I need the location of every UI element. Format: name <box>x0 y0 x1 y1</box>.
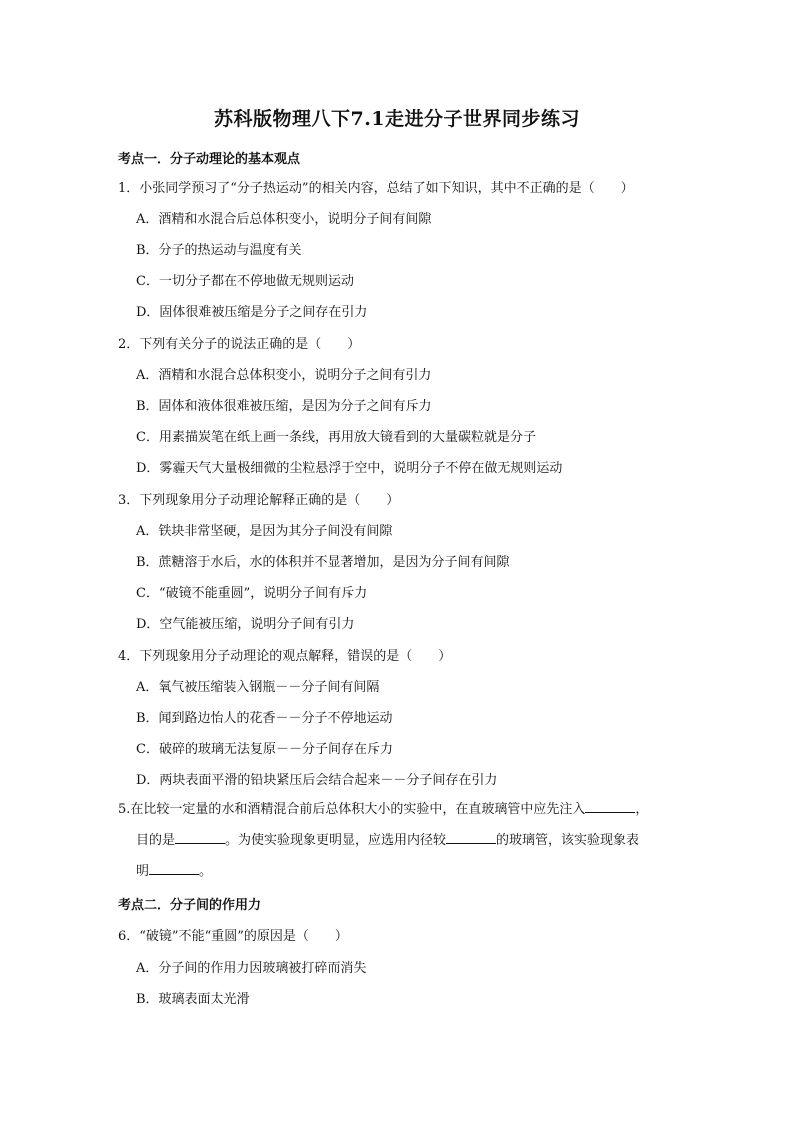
question-6-option-b: B．玻璃表面太光滑 <box>136 992 250 1007</box>
question-6-stem: 6．“破镜”不能“重圆”的原因是（ ） <box>118 929 348 944</box>
question-5-line-2 <box>118 825 680 856</box>
question-4-option-d: D．两块表面平滑的铅块紧压后会结合起来－－分子间存在引力 <box>136 773 498 788</box>
question-2-option-b: B．固体和液体很难被压缩，是因为分子之间有斥力 <box>136 399 432 414</box>
question-2-option-a: A．酒精和水混合总体积变小，说明分子之间有引力 <box>136 368 432 383</box>
question-4-option-c: C．破碎的玻璃无法复原－－分子间存在斥力 <box>136 742 393 757</box>
question-3-option-b: B．蔗糖溶于水后，水的体积并不显著增加，是因为分子间有间隙 <box>136 555 510 570</box>
section-heading-1: 考点一．分子动理论的基本观点 <box>118 152 301 167</box>
question-5-text: 明 <box>136 864 150 879</box>
question-3-option-c: C．“破镜不能重圆”，说明分子间有斥力 <box>136 586 368 601</box>
question-5-text: 。为使实验现象更明显，应选用内径较 <box>225 833 447 848</box>
question-2-option-c: C．用素描炭笔在纸上画一条线，再用放大镜看到的大量碳粒就是分子 <box>136 430 536 445</box>
question-5-text: 的玻璃管，该实验现象表 <box>496 833 640 848</box>
question-5-text: 。 <box>199 864 213 879</box>
answer-blank-4[interactable] <box>149 862 199 875</box>
question-5-line-3 <box>118 856 680 887</box>
question-5-text: ， <box>635 802 649 817</box>
answer-blank-1[interactable] <box>585 800 635 813</box>
question-5-text: 目的是 <box>136 833 176 848</box>
question-3-option-a: A．铁块非常坚硬，是因为其分子间没有间隙 <box>136 524 393 539</box>
question-4-option-a: A．氧气被压缩装入钢瓶－－分子间有间隔 <box>136 680 380 695</box>
question-2-option-d: D．雾霾天气大量极细微的尘粒悬浮于空中，说明分子不停在做无规则运动 <box>136 461 563 476</box>
question-5-line-1 <box>118 794 680 825</box>
question-1-option-c: C．一切分子都在不停地做无规则运动 <box>136 274 354 289</box>
question-3-option-d: D．空气能被压缩，说明分子间有引力 <box>136 617 355 632</box>
question-2-stem: 2．下列有关分子的说法正确的是（ ） <box>118 337 361 352</box>
question-1-option-d: D．固体很难被压缩是分子之间存在引力 <box>136 305 368 320</box>
question-5 <box>118 794 680 887</box>
section-heading-2: 考点二．分子间的作用力 <box>118 898 262 913</box>
question-6-option-a: A．分子间的作用力因玻璃被打碎而消失 <box>136 961 367 976</box>
question-1-option-b: B．分子的热运动与温度有关 <box>136 243 302 258</box>
page-title: 苏科版物理八下7.1走进分子世界同步练习 <box>213 108 581 130</box>
question-1-option-a: A．酒精和水混合后总体积变小，说明分子间有间隙 <box>136 212 432 227</box>
question-4-stem: 4．下列现象用分子动理论的观点解释，错误的是（ ） <box>118 649 452 664</box>
answer-blank-3[interactable] <box>446 831 496 844</box>
question-4-option-b: B．闻到路边怡人的花香－－分子不停地运动 <box>136 711 393 726</box>
answer-blank-2[interactable] <box>175 831 225 844</box>
question-1-stem: 1．小张同学预习了“分子热运动”的相关内容，总结了如下知识，其中不正确的是（ ） <box>118 181 634 196</box>
question-5-text: 5.在比较一定量的水和酒精混合前后总体积大小的实验中，在直玻璃管中应先注入 <box>118 802 586 817</box>
question-3-stem: 3．下列现象用分子动理论解释正确的是（ ） <box>118 493 400 508</box>
